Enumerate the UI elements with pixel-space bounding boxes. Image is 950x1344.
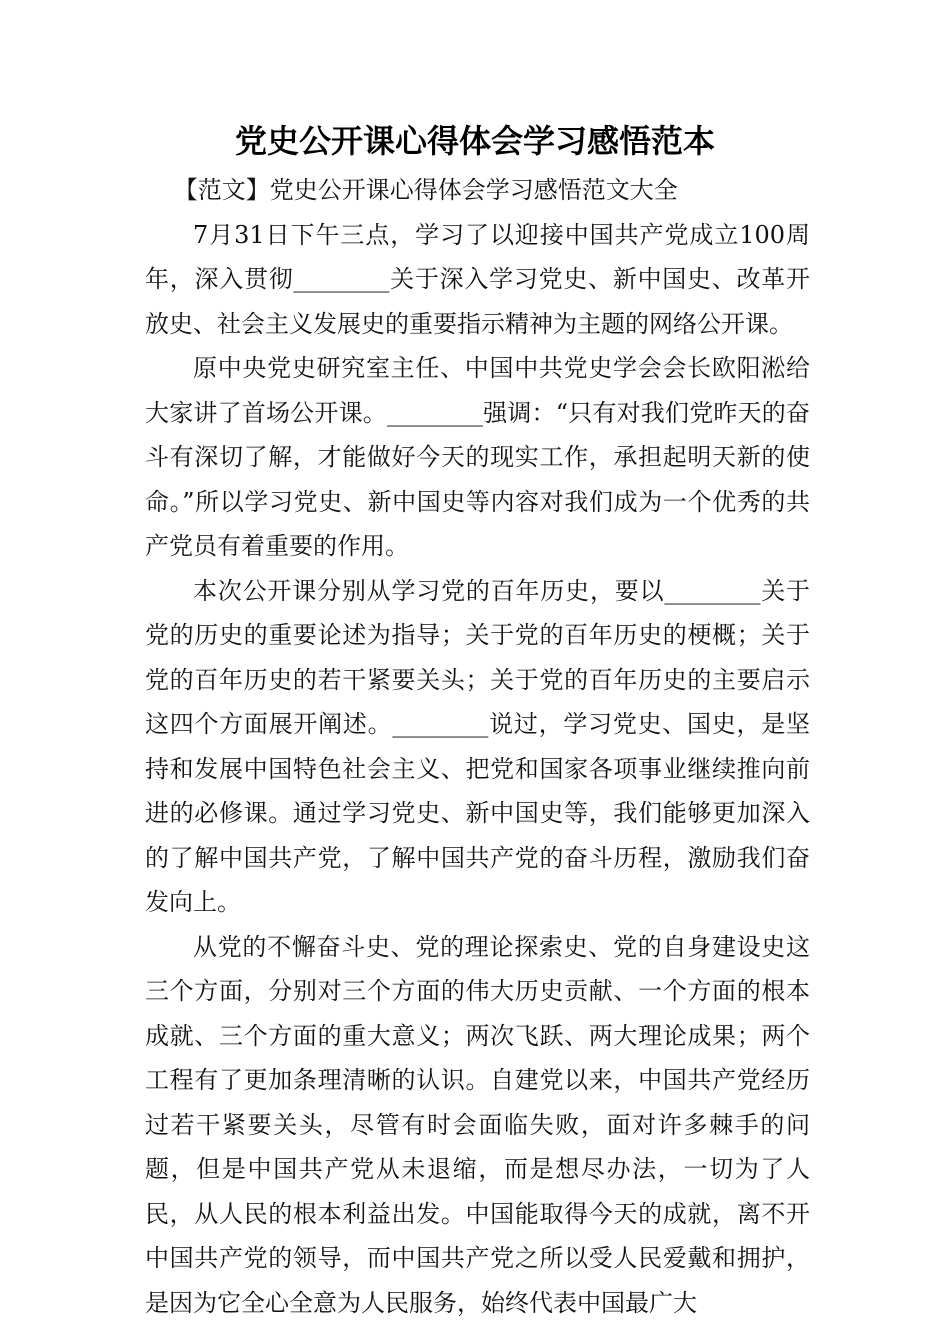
paragraph-lead: 【范文】党史公开课心得体会学习感悟范文大全 (173, 176, 678, 204)
paragraph: 7月31日下午三点，学习了以迎接中国共产党成立100周年，深入贯彻________关于深入学习党史、新中国史、改革开放史、社会主义发展史的重要指示精神为主题的网络公开课。 (145, 220, 810, 338)
paragraph: 原中央党史研究室主任、中国中共党史学会会长欧阳淞给大家讲了首场公开课。________强调：“只有对我们党昨天的奋斗有深切了解，才能做好今天的现实工作，承担起明天新的使命。”所以学习党史、新中国史等内容对我们成为一个优秀的共产党员有着重要的作用。 (145, 354, 810, 560)
paragraph: 本次公开课分别从学习党的百年历史，要以________关于党的历史的重要论述为指导；关于党的百年历史的梗概；关于党的百年历史的若干紧要关头；关于党的百年历史的主要启示这四个方面展开阐述。________说过，学习党史、国史，是坚持和发展中国特色社会主义、把党和国家各项事业继续推向前进的必修课。通过学习党史、新中国史等，我们能够更加深入的了解中国共产党，了解中国共产党的奋斗历程，激励我们奋发向上。 (145, 576, 810, 916)
document-title: 党史公开课心得体会学习感悟范本 (234, 122, 715, 160)
document-body (145, 168, 810, 1325)
paragraph: 从党的不懈奋斗史、党的理论探索史、党的自身建设史这三个方面，分别对三个方面的伟大历史贡献、一个方面的根本成就、三个方面的重大意义；两次飞跃、两大理论成果；两个工程有了更加条理清晰的认识。自建党以来，中国共产党经历过若干紧要关头，尽管有时会面临失败，面对许多棘手的问题，但是中国共产党从未退缩，而是想尽办法，一切为了人民，从人民的根本利益出发。中国能取得今天的成就，离不开中国共产党的领导，而中国共产党之所以受人民爱戴和拥护，是因为它全心全意为人民服务，始终代表中国最广大 (145, 932, 810, 1317)
